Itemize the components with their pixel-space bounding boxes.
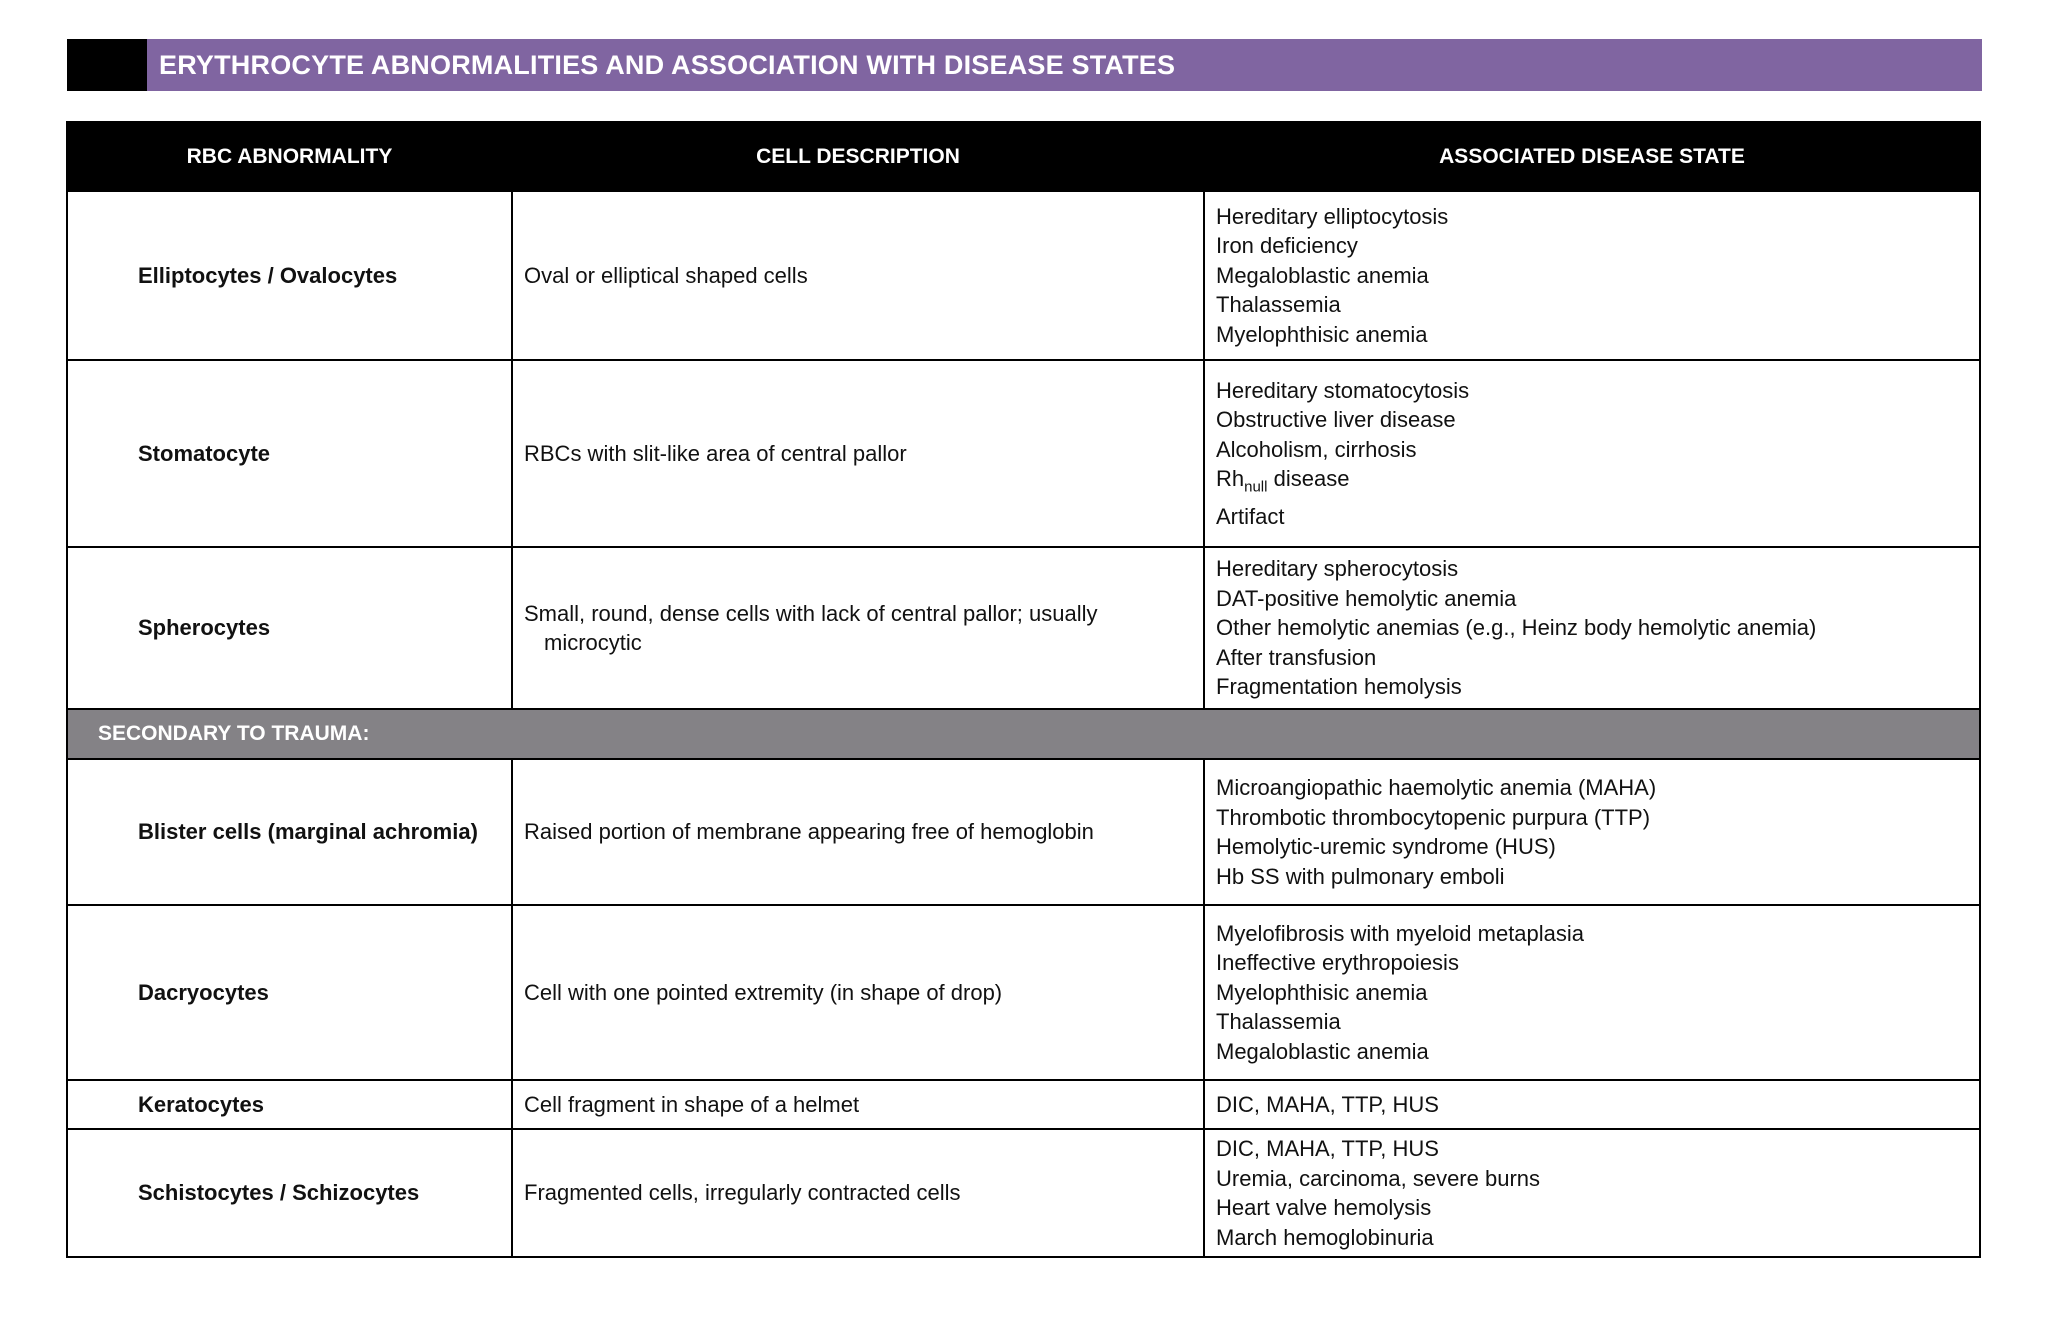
- disease-list: [1204, 1080, 1980, 1129]
- disease-item: Myelophthisic anemia: [1216, 321, 1428, 347]
- disease-item: Megaloblastic anemia: [1216, 262, 1429, 288]
- cell-description: Fragmented cells, irregularly contracted cells: [512, 1129, 1204, 1257]
- section-label: SECONDARY TO TRAUMA:: [67, 709, 1980, 759]
- disease-list: [1204, 360, 1980, 547]
- disease-item: Hereditary spherocytosis: [1216, 556, 1459, 582]
- rbc-name: Dacryocytes: [67, 905, 512, 1080]
- disease-item: Myelophthisic anemia: [1216, 979, 1428, 1005]
- rbc-name: Blister cells (marginal achromia): [67, 759, 512, 905]
- rbc-name: Keratocytes: [67, 1080, 512, 1129]
- disease-list: [1204, 905, 1980, 1080]
- disease-item-rhnull: [1216, 464, 1978, 502]
- header-associated-disease: ASSOCIATED DISEASE STATE: [1204, 122, 1980, 191]
- cell-description-line: microcytic: [544, 630, 642, 655]
- rh-base: Rh: [1216, 466, 1245, 492]
- title-bar: [67, 39, 1982, 91]
- cell-description-line: Small, round, dense cells with lack of central pallor; usually: [524, 600, 1098, 626]
- table-row: [67, 360, 1980, 547]
- disease-item: Thalassemia: [1216, 1009, 1341, 1035]
- disease-item: After transfusion: [1216, 644, 1377, 670]
- disease-item: Thrombotic thrombocytopenic purpura (TTP): [1216, 804, 1651, 830]
- disease-item: Thalassemia: [1216, 292, 1341, 318]
- disease-item: Hereditary elliptocytosis: [1216, 203, 1449, 229]
- disease-item: March hemoglobinuria: [1216, 1224, 1434, 1250]
- cell-description: [512, 547, 1204, 709]
- header-rbc-abnormality: RBC ABNORMALITY: [67, 122, 512, 191]
- rbc-name: Elliptocytes / Ovalocytes: [67, 191, 512, 360]
- disease-list: [1204, 191, 1980, 360]
- rbc-name: Schistocytes / Schizocytes: [67, 1129, 512, 1257]
- abnormality-table: [66, 121, 1981, 1258]
- disease-list: [1204, 547, 1980, 709]
- table-row: [67, 191, 1980, 360]
- disease-item: Myelofibrosis with myeloid metaplasia: [1216, 920, 1585, 946]
- table-row: [67, 759, 1980, 905]
- disease-item: Obstructive liver disease: [1216, 407, 1456, 433]
- disease-item: Other hemolytic anemias (e.g., Heinz body hemolytic anemia): [1216, 615, 1817, 641]
- disease-item: Hereditary stomatocytosis: [1216, 377, 1470, 403]
- disease-list: [1204, 759, 1980, 905]
- table-header-row: [67, 122, 1980, 191]
- disease-item: Heart valve hemolysis: [1216, 1195, 1432, 1220]
- disease-item: Iron deficiency: [1216, 233, 1358, 259]
- disease-list: [1204, 1129, 1980, 1257]
- rh-rest: disease: [1267, 466, 1350, 492]
- disease-item: Fragmentation hemolysis: [1216, 674, 1462, 700]
- header-cell-description: CELL DESCRIPTION: [512, 122, 1204, 191]
- rbc-name: Spherocytes: [67, 547, 512, 709]
- table-row: [67, 1080, 1980, 1129]
- disease-item: Uremia, carcinoma, severe burns: [1216, 1165, 1541, 1191]
- disease-item: Ineffective erythropoiesis: [1216, 950, 1459, 976]
- section-row: [67, 709, 1980, 759]
- disease-item: DIC, MAHA, TTP, HUS: [1216, 1136, 1439, 1161]
- table-row: [67, 905, 1980, 1080]
- table-row: [67, 1129, 1980, 1257]
- title-accent-block: [67, 39, 147, 91]
- disease-item: Hb SS with pulmonary emboli: [1216, 863, 1505, 889]
- disease-item: Megaloblastic anemia: [1216, 1038, 1429, 1064]
- cell-description: RBCs with slit-like area of central pallor: [512, 360, 1204, 547]
- page-title: ERYTHROCYTE ABNORMALITIES AND ASSOCIATION WITH DISEASE STATES: [147, 39, 1982, 91]
- disease-item: DAT-positive hemolytic anemia: [1216, 585, 1517, 611]
- cell-description: Cell fragment in shape of a helmet: [512, 1080, 1204, 1129]
- rh-subscript: null: [1244, 478, 1268, 496]
- disease-item: Artifact: [1216, 503, 1285, 529]
- cell-description: Cell with one pointed extremity (in shape of drop): [512, 905, 1204, 1080]
- cell-description: Oval or elliptical shaped cells: [512, 191, 1204, 360]
- cell-description: Raised portion of membrane appearing free of hemoglobin: [512, 759, 1204, 905]
- disease-item: Microangiopathic haemolytic anemia (MAHA): [1216, 775, 1657, 800]
- rbc-name: Stomatocyte: [67, 360, 512, 547]
- disease-item: DIC, MAHA, TTP, HUS: [1216, 1091, 1439, 1117]
- table-row: [67, 547, 1980, 709]
- disease-item: Hemolytic-uremic syndrome (HUS): [1216, 834, 1556, 859]
- disease-item: Alcoholism, cirrhosis: [1216, 436, 1417, 462]
